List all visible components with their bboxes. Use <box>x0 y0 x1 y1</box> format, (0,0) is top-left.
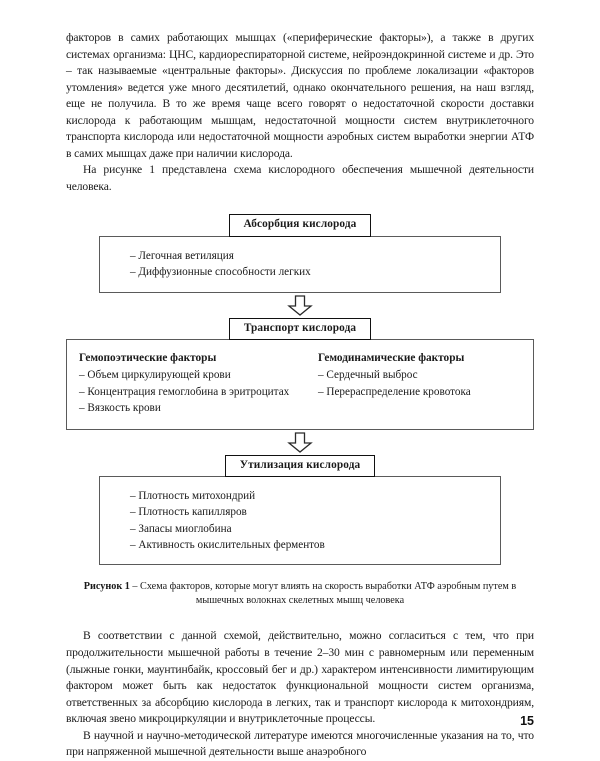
column-right-title: Гемодинамические факторы <box>318 351 465 364</box>
stage-3-header-row <box>66 455 534 477</box>
stage-2-column-left <box>67 350 300 417</box>
list-item: – Плотность митохондрий <box>130 488 500 504</box>
paragraph-after-figure-1: В соответствии с данной схемой, действительно, можно согласиться с тем, что при продолжительности мышечной работы в течение 2–30 мин с равномерным или переменным (лыжные гонки, маунтинбайк, кроссовый бег и др.) характером интенсивности лимитирующим фактором может быть как недостаток функциональной мощности систем организма, ответственных за абсорбцию кислорода в легких, так и транспорт кислорода к митохондриям, включая звено микроциркуляции и внутриклеточные процессы. <box>66 629 534 726</box>
paragraph-after-figure-2: В научной и научно-методической литературе имеются многочисленные указания на то, что при напряженной мышечной деятельности выше анаэробного <box>66 728 534 759</box>
column-right-item-list <box>318 367 533 400</box>
column-left-title: Гемопоэтические факторы <box>79 351 217 364</box>
stage-1-content <box>99 236 501 293</box>
stage-2-column-right <box>300 350 533 417</box>
down-block-arrow-icon <box>287 432 313 453</box>
list-item: – Запасы миоглобина <box>130 521 500 537</box>
list-item: – Вязкость крови <box>79 400 300 416</box>
list-item: – Объем циркулирующей крови <box>79 367 300 383</box>
stage-3-item-list <box>130 488 500 554</box>
stage-2-header-row <box>66 318 534 340</box>
list-item: – Активность окислительных ферментов <box>130 537 500 553</box>
list-item: – Плотность капилляров <box>130 504 500 520</box>
stage-1-header-row <box>66 214 534 236</box>
stage-3-content <box>99 476 501 566</box>
arrow-2-wrap <box>66 432 534 453</box>
page-number: 15 <box>520 714 534 728</box>
list-item: – Легочная ветиляция <box>130 248 500 264</box>
paragraph-figure-intro: На рисунке 1 представлена схема кислородного обеспечения мышечной деятельности человека. <box>66 163 534 193</box>
figure-caption-text: – Схема факторов, которые могут влиять на скорость выработки АТФ аэробным путем в мышечных волокнах скелетных мышц человека <box>129 581 517 607</box>
list-item: – Сердечный выброс <box>318 367 533 383</box>
down-block-arrow-icon <box>287 295 313 316</box>
stage-1-item-list <box>130 248 500 281</box>
stage-2-header: Транспорт кислорода <box>229 318 371 340</box>
list-item: – Диффузионные способности легких <box>130 264 500 280</box>
stage-3-header: Утилизация кислорода <box>225 455 376 477</box>
paragraph-intro: факторов в самих работающих мышцах («периферические факторы»), а также в других системах организма: ЦНС, кардиореспираторной системе, нейроэндокринной системе и др. Это – так называемые «центральные факторы». Дискуссия по проблеме локализации «факторов утомления» ведется уже много десятилетий, однако окончательного решения, на наш взгляд, еще не получила. В то же время чаще всего говорят о недостаточной скорости доставки кислорода к работающим мышцам, недостаточной мощности систем внутриклеточного транспорта кислорода или недостаточной мощности аэробных систем выработки энергии АТФ в самих мышцах даже при наличии кислорода. <box>66 31 534 160</box>
figure-caption-label: Рисунок 1 <box>83 581 130 593</box>
stage-1-header: Абсорбция кислорода <box>229 214 372 236</box>
oxygen-supply-diagram <box>66 214 534 565</box>
figure-1 <box>66 214 534 608</box>
list-item: – Перераспределение кровотока <box>318 384 533 400</box>
stage-2-content <box>66 339 534 430</box>
figure-caption <box>66 580 534 608</box>
list-item: – Концентрация гемоглобина в эритроцитах <box>79 384 300 400</box>
arrow-1-wrap <box>66 295 534 316</box>
column-left-item-list <box>79 367 300 416</box>
